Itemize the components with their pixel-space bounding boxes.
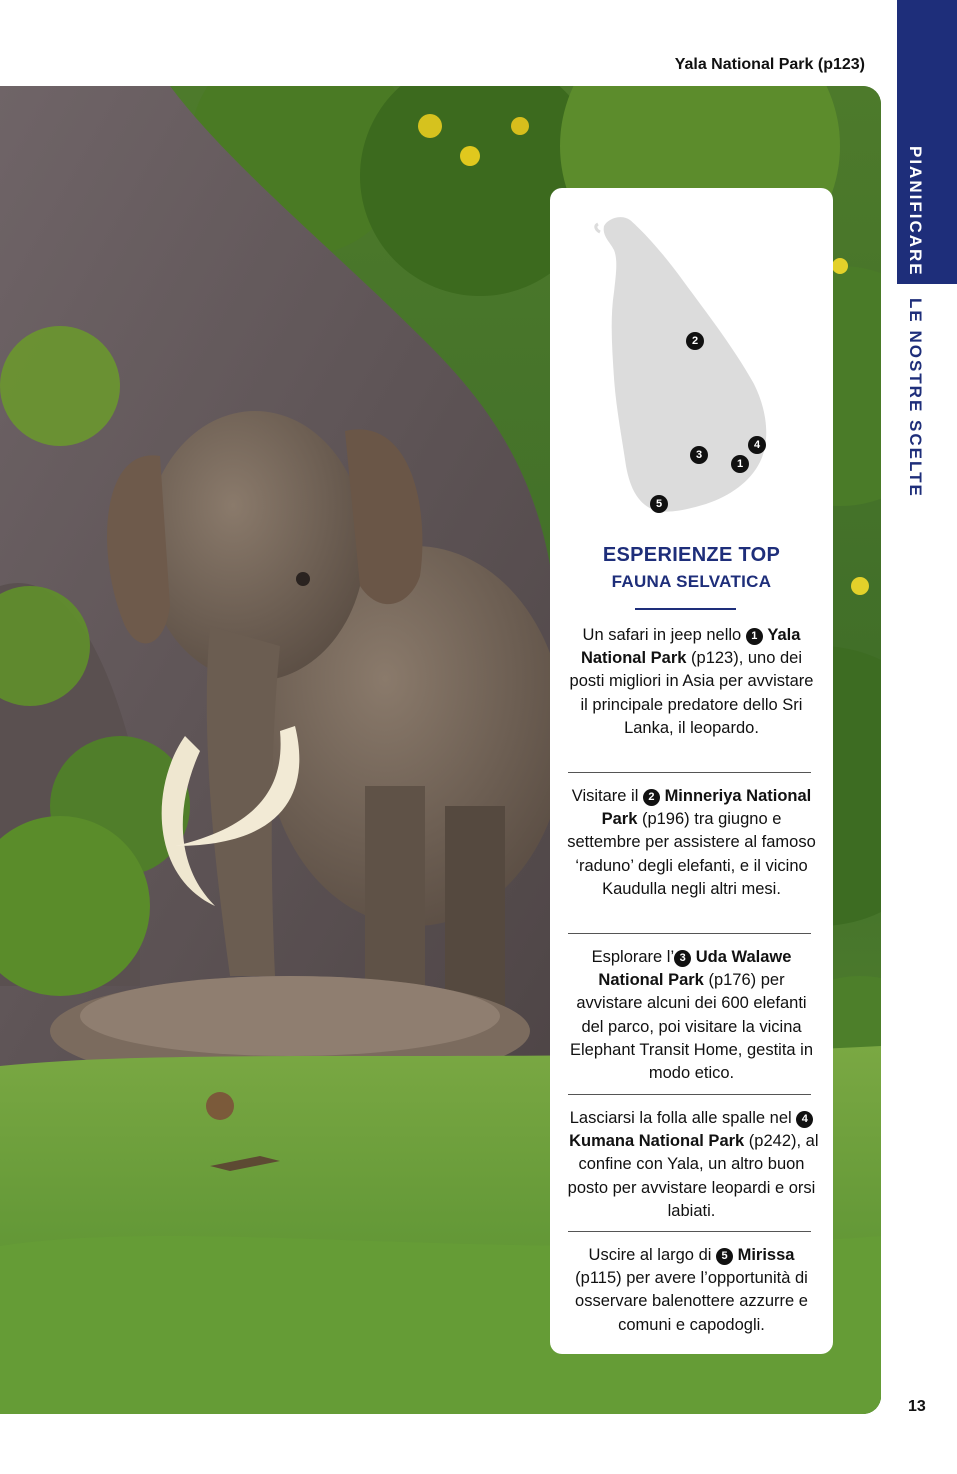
experience-item-1	[564, 624, 819, 740]
photo-caption: Yala National Park (p123)	[674, 56, 865, 73]
item-text-after: (p242), al confine con Yala, un altro buon posto per avvistare leopardi e orsi labiati.	[567, 1132, 819, 1220]
subsection-label: LE NOSTRE SCELTE	[906, 298, 925, 498]
section-label: PIANIFICARE	[906, 146, 925, 277]
map-pin-3: 3	[690, 446, 708, 464]
place-name: Uda Walawe National Park	[598, 948, 792, 990]
item-divider	[568, 1094, 811, 1095]
place-name: Minneriya National Park	[601, 787, 812, 829]
place-name: Kumana National Park	[569, 1132, 745, 1151]
item-text-before: Esplorare l’	[591, 948, 675, 966]
map-pin-1: 1	[731, 455, 749, 473]
place-name: Yala National Park	[580, 626, 801, 668]
experience-item-2	[564, 785, 819, 901]
item-text-after: (p123), uno dei posti migliori in Asia per avvistare il principale predatore dello Sri Lanka, il leopardo.	[569, 649, 814, 737]
top-experiences-card	[550, 188, 833, 1354]
experience-item-3	[564, 946, 819, 1085]
map-pin-2: 2	[686, 332, 704, 350]
map-pin-5: 5	[650, 495, 668, 513]
item-divider	[568, 933, 811, 934]
item-divider	[568, 772, 811, 773]
item-text-after: (p196) tra giugno e settembre per assistere al famoso ‘raduno’ degli elefanti, e il vicino Kaudulla negli altri mesi.	[567, 810, 816, 898]
item-text-before: Uscire al largo di	[588, 1246, 716, 1264]
number-badge-icon: 2	[643, 789, 660, 806]
item-text-before: Lasciarsi la folla alle spalle nel	[569, 1109, 797, 1127]
item-text-after: (p176) per avvistare alcuni dei 600 elefanti del parco, poi visitare la vicina Elephant Transit Home, gestita in modo etico.	[569, 971, 814, 1083]
heading-rule	[635, 608, 736, 610]
place-name: Mirissa	[737, 1246, 795, 1264]
item-text-after: (p115) per avere l’opportunità di osservare balenottere azzurre e comuni e capodogli.	[575, 1269, 808, 1334]
page-number: 13	[908, 1398, 926, 1415]
number-badge-icon: 5	[716, 1248, 733, 1265]
experience-item-4	[564, 1107, 819, 1223]
number-badge-icon: 3	[674, 950, 691, 967]
card-subheading: FAUNA SELVATICA	[611, 572, 772, 591]
experience-item-5	[564, 1244, 819, 1337]
item-text-before: Visitare il	[571, 787, 643, 805]
map-pin-4: 4	[748, 436, 766, 454]
number-badge-icon: 1	[746, 628, 763, 645]
item-text-before: Un safari in jeep nello	[582, 626, 746, 644]
sri-lanka-map	[594, 208, 774, 518]
item-divider	[568, 1231, 811, 1232]
card-heading: ESPERIENZE TOP	[602, 544, 781, 566]
number-badge-icon: 4	[796, 1111, 813, 1128]
